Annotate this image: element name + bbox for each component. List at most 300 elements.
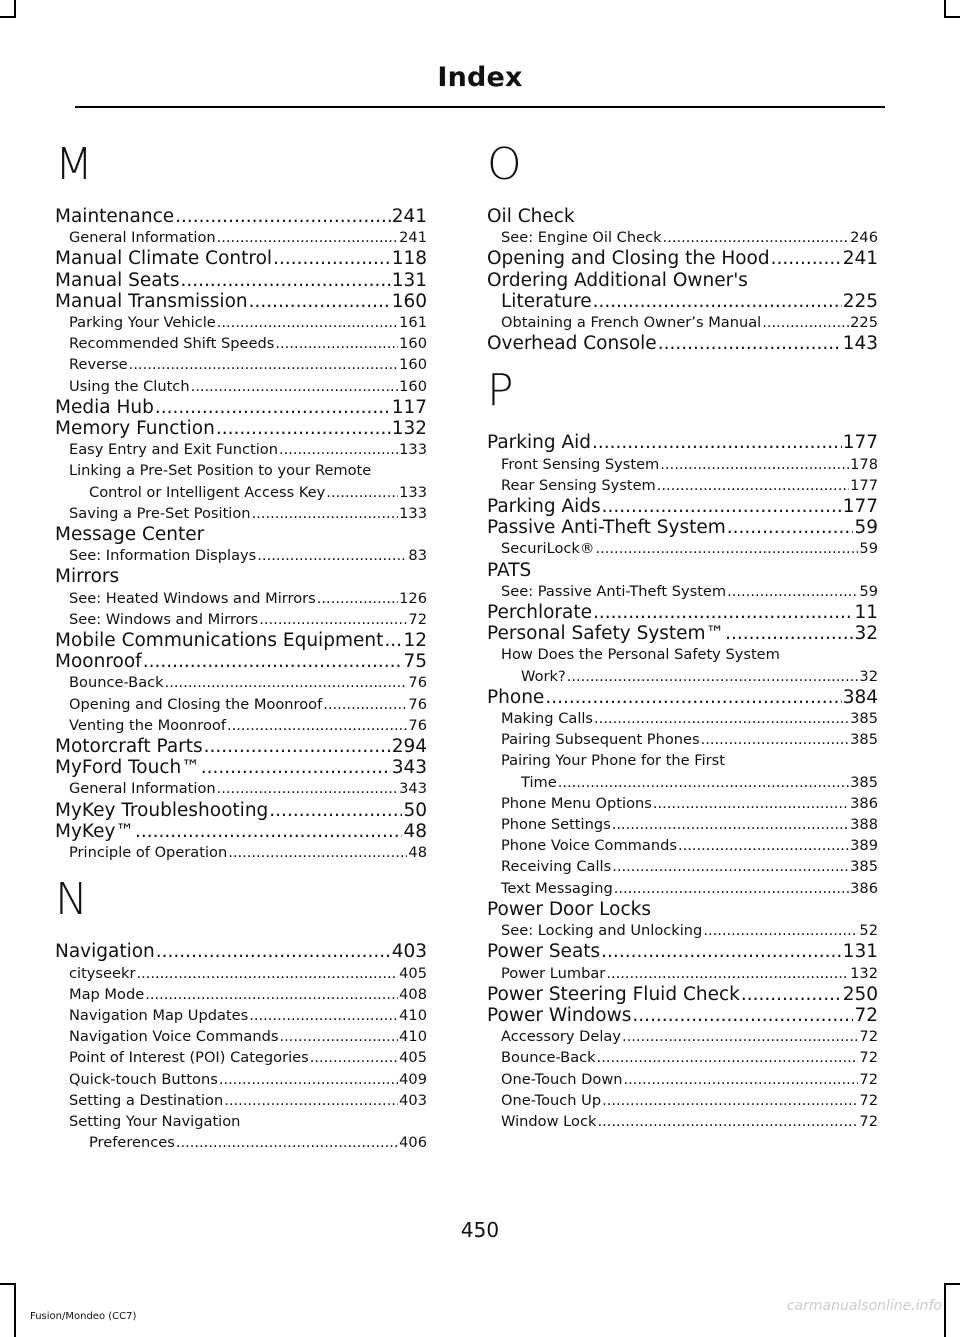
entry-label: See: Passive Anti-Theft System (501, 582, 727, 600)
dot-leader (658, 333, 842, 354)
entry-page: 385 (850, 858, 878, 876)
entry-label: Using the Clutch (69, 377, 190, 395)
dot-leader (227, 715, 407, 736)
entry-page: 160 (399, 335, 427, 353)
entry-label: Reverse (69, 356, 128, 374)
entry-page: 385 (850, 773, 878, 791)
index-entry[interactable] (55, 482, 427, 503)
entry-page: 386 (850, 879, 878, 897)
dot-leader (145, 984, 398, 1005)
index-entry[interactable] (487, 772, 878, 793)
dot-leader (257, 545, 407, 566)
page-number: 450 (460, 1218, 500, 1242)
index-heading: PATS (487, 559, 532, 581)
index-entry[interactable] (55, 778, 427, 799)
dot-leader (701, 729, 850, 750)
entry-label: Navigation (55, 941, 155, 963)
index-entry[interactable] (55, 397, 427, 418)
dot-leader (279, 439, 398, 460)
dot-leader (632, 1005, 853, 1026)
dot-leader (252, 503, 399, 524)
dot-leader (136, 963, 398, 984)
dot-leader (191, 376, 399, 397)
dot-leader (614, 878, 849, 899)
entry-page: 178 (850, 455, 878, 473)
entry-page: 410 (399, 1028, 427, 1046)
dot-leader (317, 588, 398, 609)
entry-page: 160 (399, 377, 427, 395)
index-entry[interactable] (55, 736, 427, 757)
entry-page: 250 (842, 983, 878, 1005)
entry-page: 225 (850, 314, 878, 332)
dot-leader (175, 206, 391, 227)
index-entry[interactable] (55, 694, 427, 715)
entry-label: Power Windows (487, 1004, 632, 1026)
index-entry[interactable] (55, 715, 427, 736)
index-entry[interactable] (55, 941, 427, 962)
index-entry[interactable] (487, 623, 878, 644)
index-entry[interactable] (487, 878, 878, 899)
entry-label: Overhead Console (487, 333, 657, 355)
entry-label: Phone Voice Commands (501, 837, 677, 855)
entry-page: 118 (391, 248, 427, 270)
dot-leader (155, 397, 391, 418)
index-entry[interactable] (55, 1005, 427, 1026)
entry-label: Rear Sensing System (501, 476, 656, 494)
entry-page: 403 (391, 941, 427, 963)
entry-page: 241 (391, 206, 427, 227)
entry-page: 405 (399, 964, 427, 982)
entry-label: Power Lumbar (501, 964, 606, 982)
dot-leader (180, 270, 390, 291)
entry-page: 409 (399, 1070, 427, 1088)
entry-label: Recommended Shift Speeds (69, 335, 275, 353)
entry-page: 177 (842, 432, 878, 454)
index-entry[interactable] (487, 1005, 878, 1026)
dot-leader (601, 941, 842, 962)
index-entry[interactable] (487, 1026, 878, 1047)
dot-leader (594, 708, 849, 729)
dot-leader (259, 609, 407, 630)
crop-mark-bottom-left-h (0, 1283, 16, 1285)
index-entry[interactable] (487, 1111, 878, 1132)
index-entry[interactable] (487, 454, 878, 475)
entry-label: Front Sensing System (501, 455, 660, 473)
index-heading: Oil Check (487, 206, 575, 227)
entry-page: 389 (850, 837, 878, 855)
entry-label: MyKey™ (55, 820, 134, 842)
index-entry[interactable] (55, 630, 427, 651)
dot-leader (653, 793, 849, 814)
entry-page: 83 (408, 547, 427, 565)
entry-page: 52 (859, 922, 878, 940)
entry-page: 225 (842, 290, 878, 312)
entry-page: 32 (854, 623, 878, 645)
dot-leader (129, 354, 398, 375)
entry-label: Opening and Closing the Moonroof (69, 695, 323, 713)
index-entry[interactable] (487, 856, 878, 877)
index-entry[interactable] (55, 1047, 427, 1068)
index-entry[interactable] (487, 1069, 878, 1090)
entry-label: Opening and Closing the Hood (487, 248, 770, 270)
entry-page: 405 (399, 1049, 427, 1067)
entry-page: 133 (399, 441, 427, 459)
dot-leader (595, 538, 858, 559)
index-entry[interactable] (487, 248, 878, 269)
index-entry[interactable] (55, 439, 427, 460)
entry-label: Text Messaging (501, 879, 613, 897)
index-entry[interactable] (487, 1047, 878, 1068)
entry-label: Phone Settings (501, 816, 611, 834)
entry-label: Phone (487, 686, 545, 708)
index-entry[interactable] (55, 354, 427, 375)
dot-leader (592, 432, 842, 453)
entry-label: MyKey Troubleshooting (55, 799, 269, 821)
entry-label: General Information (69, 780, 216, 798)
dot-leader (593, 602, 853, 623)
entry-label: Parking Aids (487, 496, 601, 518)
index-entry[interactable] (55, 248, 427, 269)
entry-page: 76 (408, 674, 427, 692)
index-column-left (55, 128, 427, 1153)
entry-label: See: Information Displays (69, 547, 257, 565)
index-entry[interactable] (55, 270, 427, 291)
dot-leader (678, 835, 849, 856)
index-entry[interactable] (55, 1132, 427, 1153)
index-entry[interactable] (55, 206, 427, 227)
entry-page: 11 (854, 602, 878, 624)
dot-leader (217, 227, 399, 248)
entry-label: Parking Aid (487, 432, 592, 454)
entry-label: Making Calls (501, 710, 594, 728)
entry-page: 59 (859, 540, 878, 558)
dot-leader (176, 1132, 398, 1153)
index-entry[interactable] (55, 291, 427, 312)
entry-page: 241 (842, 248, 878, 270)
dot-leader (593, 291, 842, 312)
dot-leader (275, 333, 398, 354)
dot-leader (269, 800, 402, 821)
index-entry[interactable] (487, 496, 878, 517)
entry-page: 343 (399, 780, 427, 798)
dot-leader (204, 736, 391, 757)
watermark: carmanualsonline.info (786, 1298, 942, 1314)
index-entry[interactable] (55, 312, 427, 333)
entry-label: Manual Climate Control (55, 248, 273, 270)
entry-page: 177 (850, 476, 878, 494)
crop-mark-top-left-h (0, 16, 16, 18)
dot-leader (657, 475, 849, 496)
dot-leader (323, 694, 407, 715)
entry-page: 32 (859, 667, 878, 685)
dot-leader (660, 454, 849, 475)
entry-page: 132 (391, 418, 427, 440)
index-entry[interactable] (487, 432, 878, 453)
crop-mark-top-right-h (944, 16, 960, 18)
dot-leader (219, 1069, 398, 1090)
index-entry-line1: Setting Your Navigation (69, 1112, 241, 1130)
index-entry[interactable] (487, 517, 878, 538)
index-entry-line1: Linking a Pre-Set Position to your Remote (69, 462, 372, 480)
entry-label: Quick-touch Buttons (69, 1070, 218, 1088)
index-entry[interactable] (55, 1069, 427, 1090)
entry-label: See: Engine Oil Check (501, 229, 662, 247)
index-entry[interactable] (487, 708, 878, 729)
index-entry[interactable] (487, 312, 878, 333)
section-letter: P (487, 365, 514, 417)
dot-leader (228, 842, 407, 863)
entry-page: 131 (391, 269, 427, 291)
dot-leader (597, 1111, 858, 1132)
entry-label: Passive Anti-Theft System (487, 517, 726, 539)
entry-page: 72 (859, 1028, 878, 1046)
footer-model: Fusion/Mondeo (CC7) (30, 1311, 137, 1322)
index-entry[interactable] (55, 757, 427, 778)
index-entry[interactable] (55, 1090, 427, 1111)
index-column-right (487, 128, 878, 1132)
dot-leader (279, 1026, 398, 1047)
entry-label: Manual Transmission (55, 290, 248, 312)
entry-label: Power Seats (487, 941, 601, 963)
dot-leader (249, 291, 391, 312)
entry-label: Phone Menu Options (501, 794, 652, 812)
entry-page: 72 (859, 1070, 878, 1088)
index-entry[interactable] (487, 475, 878, 496)
dot-leader (727, 581, 858, 602)
entry-label: Moonroof (55, 651, 142, 673)
entry-label: cityseekr (69, 964, 136, 982)
entry-page: 246 (850, 229, 878, 247)
index-entry[interactable] (487, 941, 878, 962)
entry-page: 12 (403, 630, 427, 652)
dot-leader (224, 1090, 398, 1111)
dot-leader (545, 687, 841, 708)
entry-page: 75 (403, 651, 427, 673)
entry-label: Preferences (89, 1134, 175, 1152)
index-heading: Mirrors (55, 566, 120, 588)
crop-mark-bottom-right-v (944, 1283, 946, 1337)
index-entry[interactable] (55, 503, 427, 524)
index-entry[interactable] (487, 835, 878, 856)
dot-leader (597, 1047, 859, 1068)
dot-leader (725, 623, 853, 644)
entry-label: Literature (501, 290, 592, 312)
entry-label: Bounce-Back (501, 1049, 596, 1067)
index-heading: Message Center (55, 524, 205, 546)
index-heading: Power Door Locks (487, 898, 652, 920)
entry-page: 388 (850, 816, 878, 834)
index-entry-line1: Pairing Your Phone for the First (501, 752, 725, 770)
index-entry[interactable] (55, 984, 427, 1005)
index-entry[interactable] (55, 333, 427, 354)
entry-page: 48 (403, 820, 427, 842)
index-entry[interactable] (55, 588, 427, 609)
entry-page: 117 (391, 396, 427, 418)
entry-page: 133 (399, 483, 427, 501)
dot-leader (216, 418, 391, 439)
entry-label: Map Mode (69, 985, 145, 1003)
entry-label: See: Windows and Mirrors (69, 610, 259, 628)
entry-page: 177 (842, 496, 878, 518)
entry-page: 50 (403, 799, 427, 821)
entry-label: Control or Intelligent Access Key (89, 483, 326, 501)
crop-mark-bottom-right-h (944, 1283, 960, 1285)
header-divider (75, 106, 885, 108)
entry-page: 161 (399, 314, 427, 332)
entry-page: 72 (859, 1091, 878, 1109)
index-entry[interactable] (55, 842, 427, 863)
entry-page: 76 (408, 695, 427, 713)
index-entry[interactable] (55, 418, 427, 439)
dot-leader (771, 248, 842, 269)
section-letter: N (55, 874, 88, 926)
entry-label: One-Touch Up (501, 1091, 602, 1109)
entry-label: One-Touch Down (501, 1070, 623, 1088)
index-entry-line1: Ordering Additional Owner's (487, 269, 748, 291)
entry-page: 72 (854, 1004, 878, 1026)
index-entry[interactable] (55, 672, 427, 693)
entry-page: 410 (399, 1006, 427, 1024)
entry-label: See: Locking and Unlocking (501, 922, 703, 940)
entry-page: 385 (850, 710, 878, 728)
index-entry[interactable] (487, 729, 878, 750)
entry-page: 241 (399, 229, 427, 247)
dot-leader (727, 517, 854, 538)
section-letter: O (487, 139, 522, 190)
dot-leader (703, 920, 858, 941)
entry-page: 385 (850, 731, 878, 749)
entry-page: 386 (850, 794, 878, 812)
index-entry[interactable] (55, 800, 427, 821)
entry-page: 72 (859, 1049, 878, 1067)
entry-page: 76 (408, 716, 427, 734)
index-entry[interactable] (487, 538, 878, 559)
index-entry[interactable] (487, 666, 878, 687)
index-entry[interactable] (487, 291, 878, 312)
entry-page: 133 (399, 504, 427, 522)
index-entry[interactable] (55, 227, 427, 248)
index-entry-line1: How Does the Personal Safety System (501, 646, 780, 664)
entry-label: See: Heated Windows and Mirrors (69, 589, 316, 607)
section-letter: M (55, 139, 93, 190)
entry-page: 126 (399, 589, 427, 607)
index-entry[interactable] (55, 821, 427, 842)
entry-label: Perchlorate (487, 602, 593, 624)
dot-leader (741, 984, 842, 1005)
dot-leader (624, 1069, 859, 1090)
entry-page: 59 (854, 517, 878, 539)
index-entry[interactable] (487, 602, 878, 623)
entry-page: 406 (399, 1134, 427, 1152)
entry-label: Venting the Moonroof (69, 716, 226, 734)
dot-leader (567, 666, 859, 687)
dot-leader (217, 312, 398, 333)
entry-page: 403 (399, 1091, 427, 1109)
index-entry[interactable] (55, 963, 427, 984)
entry-label: Work? (521, 667, 566, 685)
dot-leader (201, 757, 391, 778)
entry-label: Navigation Voice Commands (69, 1028, 279, 1046)
entry-label: Power Steering Fluid Check (487, 983, 740, 1005)
dot-leader (606, 963, 849, 984)
entry-label: Saving a Pre-Set Position (69, 504, 251, 522)
entry-page: 143 (842, 333, 878, 355)
index-entry[interactable] (487, 581, 878, 602)
entry-label: Bounce-Back (69, 674, 164, 692)
entry-label: Personal Safety System™ (487, 623, 725, 645)
index-entry[interactable] (55, 376, 427, 397)
index-entry[interactable] (55, 1026, 427, 1047)
index-entry[interactable] (487, 227, 878, 248)
entry-label: Receiving Calls (501, 858, 612, 876)
entry-label: Memory Function (55, 418, 215, 440)
page-title: Index (437, 62, 523, 93)
index-entry[interactable] (487, 984, 878, 1005)
index-entry[interactable] (55, 651, 427, 672)
entry-page: 343 (391, 757, 427, 779)
entry-label: Time (521, 773, 557, 791)
entry-label: Mobile Communications Equipment (55, 630, 384, 652)
entry-page: 160 (399, 356, 427, 374)
dot-leader (156, 941, 391, 962)
dot-leader (384, 630, 402, 651)
dot-leader (612, 856, 849, 877)
entry-page: 132 (850, 964, 878, 982)
dot-leader (326, 482, 398, 503)
entry-page: 48 (408, 844, 427, 862)
entry-label: Motorcraft Parts (55, 736, 203, 758)
entry-label: Setting a Destination (69, 1091, 224, 1109)
entry-page: 72 (408, 610, 427, 628)
entry-label: Obtaining a French Owner’s Manual (501, 314, 762, 332)
entry-label: MyFord Touch™ (55, 757, 200, 779)
index-entry[interactable] (55, 545, 427, 566)
entry-label: Navigation Map Updates (69, 1006, 249, 1024)
entry-label: Principle of Operation (69, 844, 228, 862)
dot-leader (143, 651, 403, 672)
index-entry[interactable] (487, 793, 878, 814)
dot-leader (273, 248, 391, 269)
dot-leader (622, 1026, 858, 1047)
dot-leader (135, 821, 403, 842)
crop-mark-bottom-left-v (14, 1283, 16, 1337)
index-entry[interactable] (487, 333, 878, 354)
index-entry[interactable] (487, 920, 878, 941)
index-entry[interactable] (487, 814, 878, 835)
dot-leader (762, 312, 849, 333)
entry-label: Maintenance (55, 206, 175, 227)
index-entry[interactable] (487, 963, 878, 984)
dot-leader (602, 496, 842, 517)
dot-leader (612, 814, 849, 835)
index-entry[interactable] (55, 609, 427, 630)
entry-page: 408 (399, 985, 427, 1003)
entry-label: Window Lock (501, 1112, 597, 1130)
entry-label: General Information (69, 229, 216, 247)
entry-label: Manual Seats (55, 269, 180, 291)
entry-page: 384 (842, 686, 878, 708)
entry-page: 160 (391, 290, 427, 312)
entry-page: 59 (859, 582, 878, 600)
dot-leader (310, 1047, 398, 1068)
index-entry[interactable] (487, 687, 878, 708)
dot-leader (558, 772, 849, 793)
entry-label: SecuriLock® (501, 540, 595, 558)
dot-leader (165, 672, 408, 693)
entry-label: Accessory Delay (501, 1028, 622, 1046)
entry-label: Point of Interest (POI) Categories (69, 1049, 309, 1067)
index-entry[interactable] (487, 1090, 878, 1111)
